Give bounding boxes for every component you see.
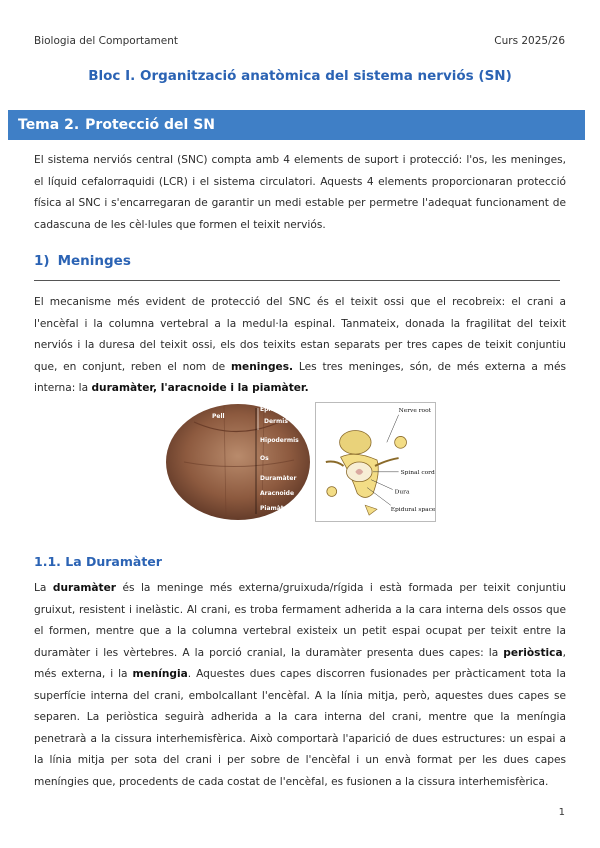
meninges-paragraph	[34, 292, 566, 400]
spinal-cord-figure	[315, 402, 436, 522]
label-duramater: Duramàter	[260, 475, 297, 482]
label-dura: Dura	[394, 489, 410, 496]
label-nerve-root: Nerve root	[398, 407, 432, 414]
page-number: 1	[558, 807, 565, 818]
skull-layers-figure	[164, 402, 312, 520]
skull-shape	[166, 404, 310, 520]
label-epidural-space: Epidural space	[390, 507, 436, 514]
course-year: Curs 2025/26	[494, 35, 565, 47]
dura-text-2: és la meninge més externa/gruixuda/rígida i està formada per teixit conjuntiu gruixut, resistent i inelàstic. Al crani, es troba fermament adherida a la cara interna dels ossos que el formen, mentre que a la columna vertebral existeix un petit espai ocupat per teixit entre la duramàter i les vèrtebres. A la porció cranial, la duramàter presenta dues capes: la	[34, 582, 567, 659]
label-hipodermis: Hipodermis	[260, 437, 299, 444]
dura-text-3: , més externa, i la	[34, 646, 566, 680]
label-aracnoide: Aracnoide	[260, 490, 295, 497]
label-spinal-cord: Spinal cord	[400, 469, 435, 476]
meninges-bold-term: meninges.	[231, 360, 294, 373]
intro-paragraph: El sistema nerviós central (SNC) compta amb 4 elements de suport i protecció: l'os, les meninges, el líquid cefalorraquidi (LCR) i el sistema circulatori. Aquests 4 elements proporcionaran protecció física al SNC i s'encarregaran de garantir un medi estable per permetre l'adequat funcionament de cadascuna de les cèl·lules que formen el teixit nerviós.	[34, 154, 566, 231]
section-number: 1)	[34, 253, 50, 269]
course-name: Biologia del Comportament	[34, 35, 179, 47]
meninges-text-1: El mecanisme més evident de protecció del SNC és el teixit ossi que el recobreix: el crani a l'encèfal i la columna vertebral a la medul·la espinal. Tanmateix, donada la fragilitat del teixit nerviós i la duresa del teixit ossi, els dos teixits estan separats per tres capes de teixit conjuntiu que, en conjunt, reben el nom de	[34, 296, 566, 373]
dura-text-1: La	[34, 582, 53, 594]
dura-text-4: . Aquestes dues capes discorren fusionades per pràcticament tota la superfície interna del crani, embolcallant l'encèfal. A la línia mitja, però, aquestes dues capes se separen. La periòstica seguirà adherida a la cara interna del crani, mentre que la meníngia penetrarà a la cissura interhemisfèrica. Això comportarà l'aparició de dues estructures: un espai a la línia mitja per sota del crani i per sobre de l'encèfal i un envà format per les dues capes meníngies que, procedents de cada costat de l'encèfal, es fusionen a la cissura interhemisfèrica.	[34, 668, 566, 788]
meninges-text-2: Les tres meninges, són, de més externa a més interna: la	[34, 360, 567, 394]
section-divider	[34, 280, 560, 281]
section-title: Meninges	[57, 253, 131, 269]
label-dermis: Dermis	[264, 418, 288, 425]
vertebra-body	[340, 431, 371, 455]
meninges-bold-list: duramàter, l'aracnoide i la piamàter.	[91, 382, 309, 394]
dura-bold-2: periòstica	[503, 646, 563, 659]
tema-number: Tema 2.	[18, 117, 80, 133]
label-epidermis: Epidermis	[260, 406, 294, 413]
duramater-paragraph	[34, 578, 566, 793]
dura-bold-3: meníngia	[132, 668, 188, 680]
section-heading-meninges	[34, 253, 131, 269]
label-pell: Pell	[212, 413, 225, 420]
tema-banner	[8, 110, 585, 140]
bloc-title: Bloc I. Organització anatòmica del sistema nerviós (SN)	[88, 68, 512, 84]
label-piamater: Piamàter	[260, 505, 291, 512]
label-os: Os	[260, 455, 269, 462]
dura-bold-1: duramàter	[52, 582, 117, 594]
tema-title: Protecció del SN	[85, 117, 216, 133]
subsection-heading-duramater: 1.1. La Duramàter	[34, 554, 162, 569]
